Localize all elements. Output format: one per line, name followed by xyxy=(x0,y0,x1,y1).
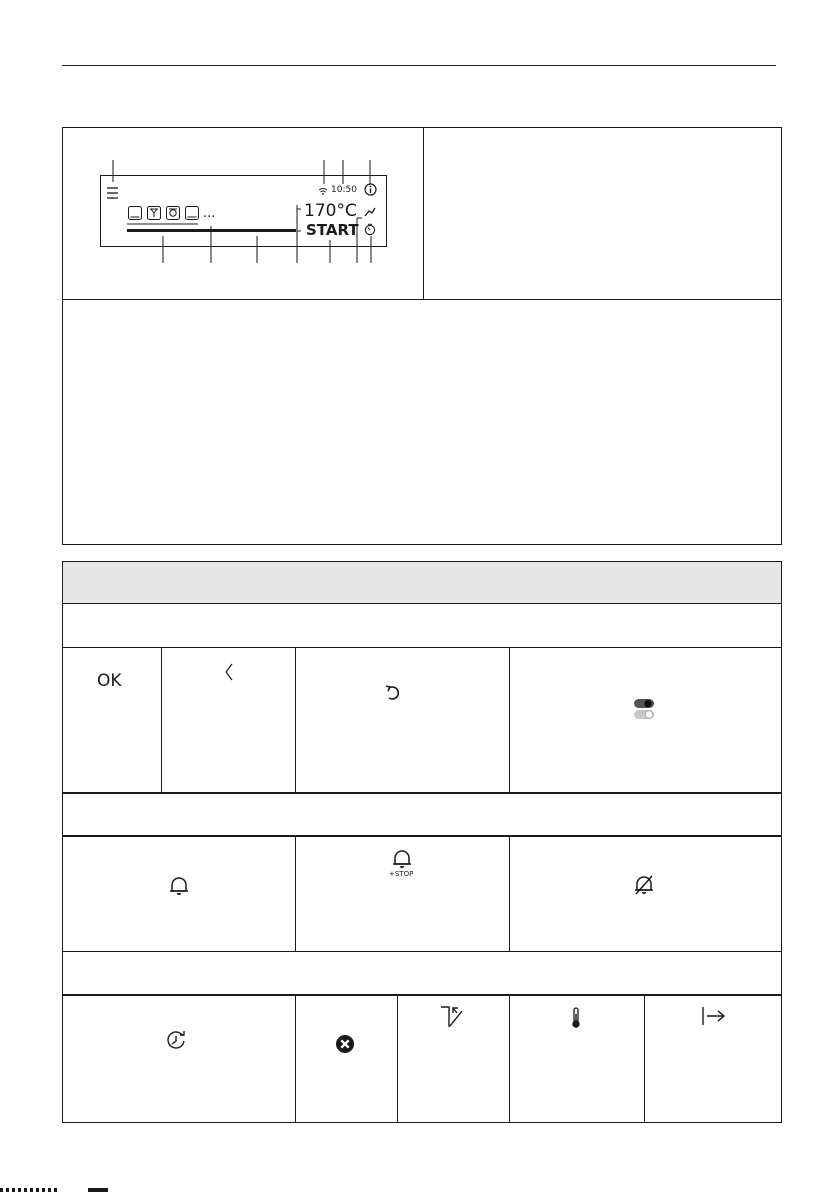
display-time: 10:50 xyxy=(331,185,357,195)
display-progress-bar xyxy=(127,229,296,232)
table-line-6 xyxy=(62,994,782,996)
cancel-icon[interactable] xyxy=(335,1034,355,1054)
table-line-2 xyxy=(62,647,782,648)
table-line-1 xyxy=(62,603,782,604)
toggle-switch-icon[interactable] xyxy=(633,698,657,720)
menu-icon xyxy=(107,186,119,200)
display-more-ellipsis: ... xyxy=(203,206,216,221)
row3-divider-c xyxy=(509,995,510,1122)
table-line-3 xyxy=(62,792,782,794)
row3-divider-a xyxy=(295,995,296,1122)
back-arrow-icon[interactable] xyxy=(224,663,234,681)
bell-stop-caption: +STOP xyxy=(389,870,414,878)
table-line-5 xyxy=(62,951,782,952)
thermometer-icon[interactable] xyxy=(570,1007,582,1029)
fast-heat-icon xyxy=(364,206,376,218)
door-open-icon[interactable] xyxy=(440,1006,464,1028)
skip-forward-icon[interactable] xyxy=(701,1006,727,1026)
page-edge-mark xyxy=(0,1188,60,1192)
ok-button-label[interactable]: OK xyxy=(97,671,122,691)
row3-divider-b xyxy=(397,995,398,1122)
page-edge-mark-2 xyxy=(88,1188,108,1192)
bell-stop-icon[interactable] xyxy=(392,848,412,870)
info-icon xyxy=(364,183,377,196)
row1-divider-b xyxy=(295,648,296,792)
row2-divider-b xyxy=(509,836,510,951)
timer-icon xyxy=(364,223,376,236)
display-start[interactable]: START xyxy=(306,221,359,239)
row1-divider-a xyxy=(161,648,162,792)
undo-icon[interactable] xyxy=(385,684,403,702)
display-callout-lines xyxy=(0,0,840,300)
table-header-band xyxy=(63,562,781,603)
display-temperature: 170°C xyxy=(304,201,357,221)
bell-mute-icon[interactable] xyxy=(633,874,655,896)
bell-icon[interactable] xyxy=(169,875,189,897)
clock-repeat-icon[interactable] xyxy=(166,1031,188,1051)
row2-divider-a xyxy=(295,836,296,951)
row1-divider-c xyxy=(509,648,510,792)
heating-mode-icons xyxy=(128,206,204,220)
row3-divider-d xyxy=(644,995,645,1122)
wifi-icon xyxy=(318,187,328,195)
table-line-4 xyxy=(62,835,782,837)
